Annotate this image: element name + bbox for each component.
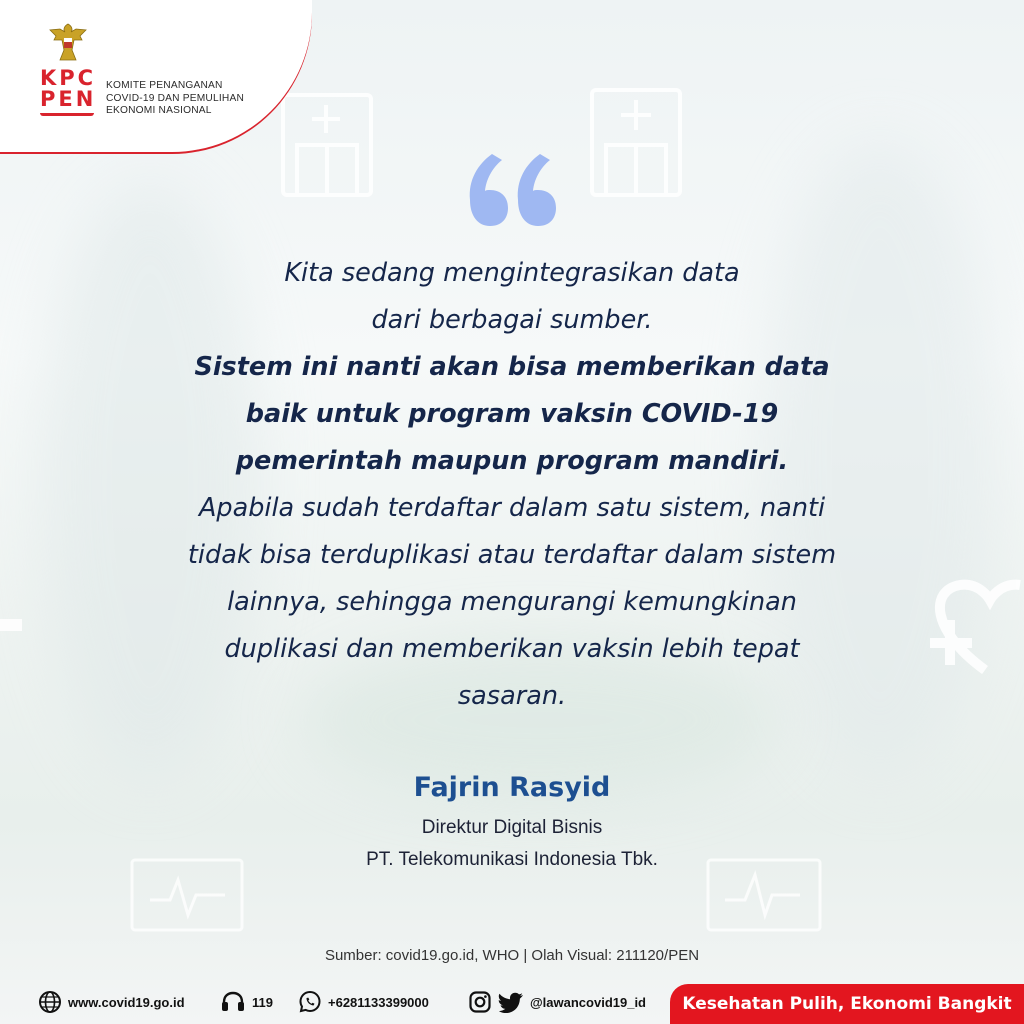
hotline-text: 119 — [252, 994, 273, 1010]
quote-line-bold: pemerintah maupun program mandiri. — [235, 446, 789, 476]
author-organization: PT. Telekomunikasi Indonesia Tbk. — [366, 849, 658, 870]
hospital-icon — [283, 95, 371, 195]
garuda-emblem-icon — [46, 20, 90, 64]
org-name-line: COVID-19 DAN PEMULIHAN — [106, 92, 244, 104]
quote-line-bold: baik untuk program vaksin COVID-19 — [245, 399, 779, 429]
twitter-icon — [498, 990, 524, 1014]
footer-whatsapp[interactable] — [298, 990, 429, 1014]
author-name: Fajrin Rasyid — [413, 772, 611, 803]
quote-line-bold: Sistem ini nanti akan bisa memberikan data — [194, 352, 830, 382]
quote-line: Apabila sudah terdaftar dalam satu sistem, nanti — [198, 493, 826, 523]
instagram-icon — [468, 990, 492, 1014]
hospital-icon — [592, 90, 680, 195]
quote-line: dari berbagai sumber. — [371, 305, 653, 335]
logo-underline — [40, 113, 94, 116]
footer-website[interactable] — [38, 990, 185, 1014]
kpc-pen-logo — [40, 68, 98, 130]
quote-line: tidak bisa terduplikasi atau terdaftar dalam sistem — [187, 540, 837, 570]
globe-icon — [38, 990, 62, 1014]
footer-hotline[interactable] — [220, 990, 273, 1014]
org-name-line: KOMITE PENANGANAN — [106, 80, 223, 91]
whatsapp-icon — [298, 990, 322, 1014]
logo-line-1: KPC — [40, 66, 97, 90]
author-role: Direktur Digital Bisnis — [421, 817, 603, 838]
organization-name — [106, 80, 244, 118]
headset-icon — [220, 990, 246, 1014]
author-block — [0, 770, 1024, 876]
quote-line: sasaran. — [457, 681, 567, 711]
quote-text — [120, 250, 904, 720]
quote-line: duplikasi dan memberikan vaksin lebih tepat — [224, 634, 800, 664]
website-text: www.covid19.go.id — [68, 994, 185, 1010]
whatsapp-text: +6281133399000 — [328, 994, 429, 1010]
source-credit: Sumber: covid19.go.id, WHO | Olah Visual: 211120/PEN — [324, 947, 700, 964]
heart-plus-icon — [930, 585, 1020, 670]
footer-social[interactable] — [468, 990, 646, 1014]
social-handle-text: @lawancovid19_id — [530, 994, 646, 1010]
logo-line-2: PEN — [40, 87, 97, 111]
org-name-line: EKONOMI NASIONAL — [106, 105, 212, 116]
quote-mark-icon — [462, 150, 562, 230]
tagline-banner: Kesehatan Pulih, Ekonomi Bangkit — [670, 984, 1024, 1024]
quote-line: Kita sedang mengintegrasikan data — [284, 258, 740, 288]
quote-line: lainnya, sehingga mengurangi kemungkinan — [227, 587, 797, 617]
